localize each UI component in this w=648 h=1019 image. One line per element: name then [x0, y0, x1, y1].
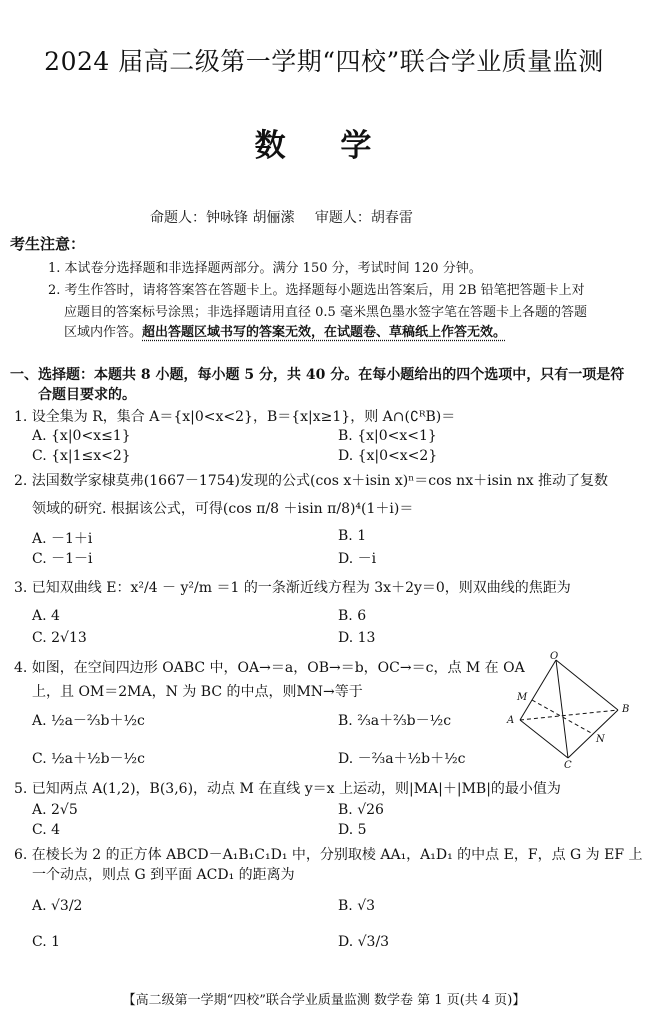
q5-option-c: C. 4 — [32, 822, 61, 838]
tetrahedron-figure — [498, 650, 638, 768]
q3-stem: 3. 已知双曲线 E：x²/4 － y²/m ＝1 的一条渐近线方程为 3x＋2y＝0，则双曲线的焦距为 — [14, 580, 571, 596]
q4-stem-line-2: 上，且 OM＝2MA，N 为 BC 的中点，则MN→等于 — [32, 684, 363, 700]
q1-option-c: C. {x|1≤x<2} — [32, 448, 131, 464]
label-o: O — [550, 651, 559, 662]
question-reviewer: 审题人：胡春雷 — [314, 210, 413, 226]
notice-line-2a: 2. 考生作答时，请将答案答在答题卡上。选择题每小题选出答案后，用 2B 铅笔把答题卡上对 — [48, 283, 585, 298]
page-footer: 【高二级第一学期“四校”联合学业质量监测 数学卷 第 1 页(共 4 页)】 — [122, 993, 526, 1008]
notice-line-1: 1. 本试卷分选择题和非选择题两部分。满分 150 分，考试时间 120 分钟。 — [48, 261, 482, 276]
q4-option-c: C. ½a＋½b－½c — [32, 751, 145, 767]
q6-option-d: D. √3/3 — [338, 934, 390, 950]
q6-option-c: C. 1 — [32, 934, 61, 950]
notice-line-2c-plain: 区域内作答。 — [64, 325, 143, 340]
q4-option-a: A. ½a－⅔b＋½c — [32, 713, 145, 729]
notice-line-2c — [64, 321, 506, 340]
q5-option-d: D. 5 — [338, 822, 367, 838]
q4-stem-line-1: 4. 如图，在空间四边形 OABC 中，OA→＝a，OB→＝b，OC→＝c，点 M 在 OA — [14, 660, 525, 676]
q1-stem: 1. 设全集为 R，集合 A＝{x|0<x<2}，B＝{x|x≥1}，则 A∩(∁ᴿB)＝ — [14, 409, 456, 425]
q2-option-a: A. －1＋i — [32, 531, 93, 547]
q4-option-b: B. ⅔a＋⅔b－½c — [338, 713, 452, 729]
label-a: A — [507, 715, 515, 726]
q2-option-d: D. －i — [338, 551, 377, 567]
q5-option-b: B. √26 — [338, 802, 384, 818]
q6-stem-line-2: 一个动点，则点 G 到平面 ACD₁ 的距离为 — [32, 867, 295, 883]
q6-stem-line-1: 6. 在棱长为 2 的正方体 ABCD－A₁B₁C₁D₁ 中，分别取棱 AA₁，A₁D₁ 的中点 E，F，点 G 为 EF 上 — [14, 847, 643, 863]
label-c: C — [564, 760, 572, 768]
notice-line-2b: 应题目的答案标号涂黑；非选择题请用直径 0.5 毫米黑色墨水签字笔在答题卡上各题的答题 — [64, 305, 587, 320]
label-m: M — [517, 692, 528, 703]
q6-option-b: B. √3 — [338, 898, 376, 914]
q1-option-b: B. {x|0<x<1} — [338, 428, 437, 444]
q6-option-a: A. √3/2 — [32, 898, 83, 914]
section-heading-line-1: 一、选择题：本题共 8 小题，每小题 5 分，共 40 分。在每小题给出的四个选项中，只有一项是符 — [10, 367, 625, 383]
q2-option-c: C. －1－i — [32, 551, 93, 567]
q3-option-b: B. 6 — [338, 608, 367, 624]
label-b: B — [622, 704, 630, 715]
q4-option-d: D. －⅔a＋½b＋½c — [338, 751, 466, 767]
notice-emphasis: 超出答题区域书写的答案无效，在试题卷、草稿纸上作答无效。 — [142, 325, 507, 340]
q3-option-d: D. 13 — [338, 630, 376, 646]
q2-option-b: B. 1 — [338, 528, 367, 544]
q1-option-d: D. {x|0<x<2} — [338, 448, 438, 464]
q1-option-a: A. {x|0<x≤1} — [32, 428, 131, 444]
author-line — [150, 207, 429, 227]
q3-option-c: C. 2√13 — [32, 630, 87, 646]
q5-option-a: A. 2√5 — [32, 802, 78, 818]
exam-title: 2024 届高二级第一学期“四校”联合学业质量监测 — [44, 47, 604, 76]
notice-heading: 考生注意： — [10, 235, 86, 253]
question-setters: 命题人：钟咏锋 胡俪潆 — [150, 210, 295, 226]
section-heading-line-2: 合题目要求的。 — [38, 387, 136, 403]
label-n: N — [596, 734, 605, 745]
q2-stem-line-1: 2. 法国数学家棣莫弗(1667－1754)发现的公式(cos x＋isin x)ⁿ＝cos nx＋isin nx 推动了复数 — [14, 473, 609, 489]
subject-title: 数 学 — [254, 128, 394, 164]
q5-stem: 5. 已知两点 A(1,2)，B(3,6)，动点 M 在直线 y＝x 上运动，则|MA|＋|MB|的最小值为 — [14, 781, 561, 797]
q3-option-a: A. 4 — [32, 608, 60, 624]
q2-stem-line-2: 领域的研究. 根据该公式，可得(cos π/8 ＋isin π/8)⁴(1＋i)＝ — [32, 501, 414, 517]
